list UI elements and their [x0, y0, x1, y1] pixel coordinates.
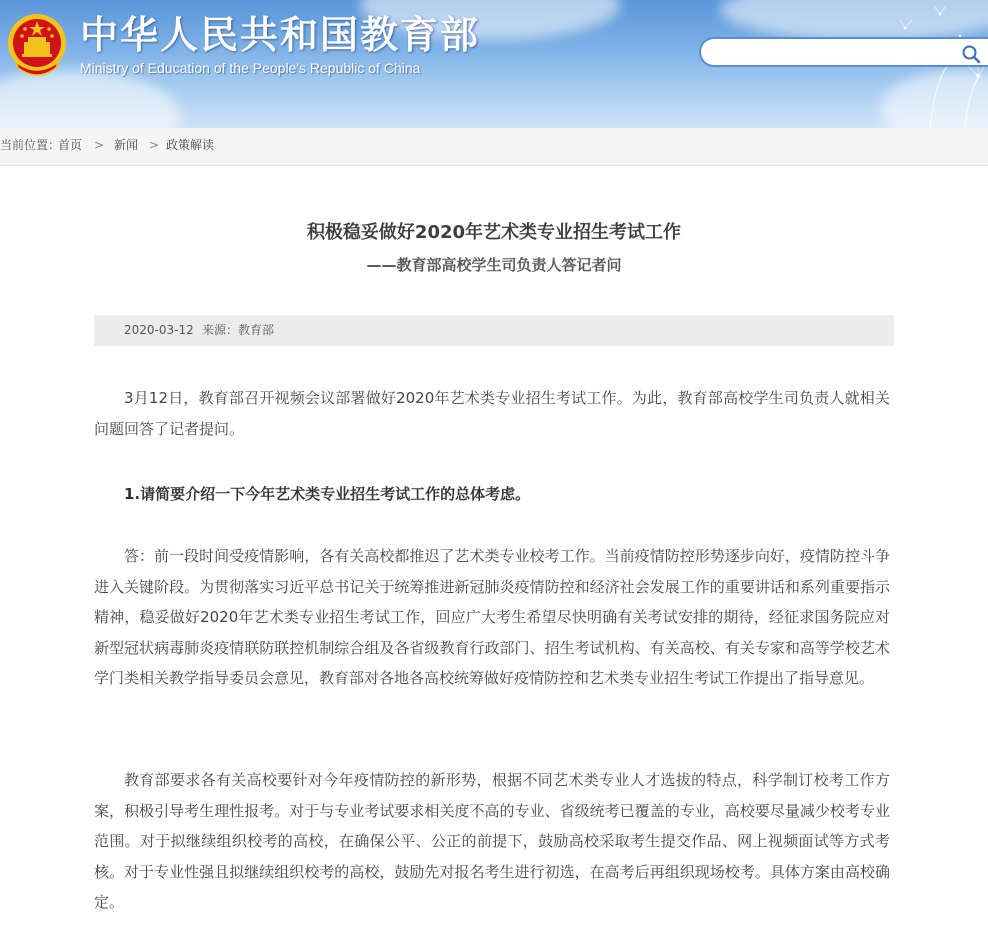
- site-header: [0, 0, 988, 128]
- breadcrumb-item-news[interactable]: 新闻: [114, 138, 139, 152]
- search-box: [699, 37, 988, 67]
- search-icon[interactable]: [961, 44, 981, 64]
- breadcrumb: [0, 128, 988, 166]
- site-subtitle: Ministry of Education of the People's Republic of China: [80, 60, 421, 76]
- breadcrumb-item-home[interactable]: 首页: [58, 138, 83, 152]
- breadcrumb-separator-icon: >: [94, 138, 105, 152]
- article-subtitle: ——教育部高校学生司负责人答记者问: [366, 256, 622, 274]
- article-meta-bar: [94, 315, 894, 346]
- article-source: 来源：教育部: [202, 323, 275, 337]
- article-question: 1.请简要介绍一下今年艺术类专业招生考试工作的总体考虑。: [124, 485, 531, 503]
- article-title: 积极稳妥做好2020年艺术类专业招生考试工作: [306, 222, 682, 243]
- article-paragraph: 教育部要求各有关高校要针对今年疫情防控的新形势，根据不同艺术类专业人才选拔的特点，科学制订校考工作方案，积极引导考生理性报考。对于与专业考试要求相关度不高的专业、省级统考已覆盖的专业，高校要尽量减少校考专业范围。对于拟继续组织校考的高校，在确保公平、公正的前提下，鼓励高校采取考生提交作品、网上视频面试等方式考核。对于专业性强且拟继续组织校考的高校，鼓励先对报名考生进行初选，在高考后再组织现场校考。具体方案由高校确定。: [94, 771, 890, 911]
- breadcrumb-item-policy[interactable]: 政策解读: [166, 138, 215, 152]
- national-emblem-icon: [6, 12, 68, 80]
- search-input[interactable]: [715, 43, 939, 65]
- article-paragraph: 答：前一段时间受疫情影响，各有关高校都推迟了艺术类专业校考工作。当前疫情防控形势逐步向好，疫情防控斗争进入关键阶段。为贯彻落实习近平总书记关于统筹推进新冠肺炎疫情防控和经济社会发展工作的重要讲话和系列重要指示精神，稳妥做好2020年艺术类专业招生考试工作，回应广大考生希望尽快明确有关考试安排的期待，经征求国务院应对新型冠状病毒肺炎疫情联防联控机制综合组及各省级教育行政部门、招生考试机构、有关高校、有关专家和高等学校艺术学门类相关教学指导委员会意见，教育部对各地各高校统筹做好疫情防控和艺术类专业招生考试工作提出了指导意见。: [94, 547, 890, 687]
- article-paragraph: 3月12日，教育部召开视频会议部署做好2020年艺术类专业招生考试工作。为此，教育部高校学生司负责人就相关问题回答了记者提问。: [94, 389, 890, 438]
- breadcrumb-separator-icon: >: [149, 138, 160, 152]
- breadcrumb-prefix: 当前位置：: [0, 138, 61, 152]
- article-date: 2020-03-12: [124, 323, 194, 337]
- site-title: 中华人民共和国教育部: [80, 13, 481, 57]
